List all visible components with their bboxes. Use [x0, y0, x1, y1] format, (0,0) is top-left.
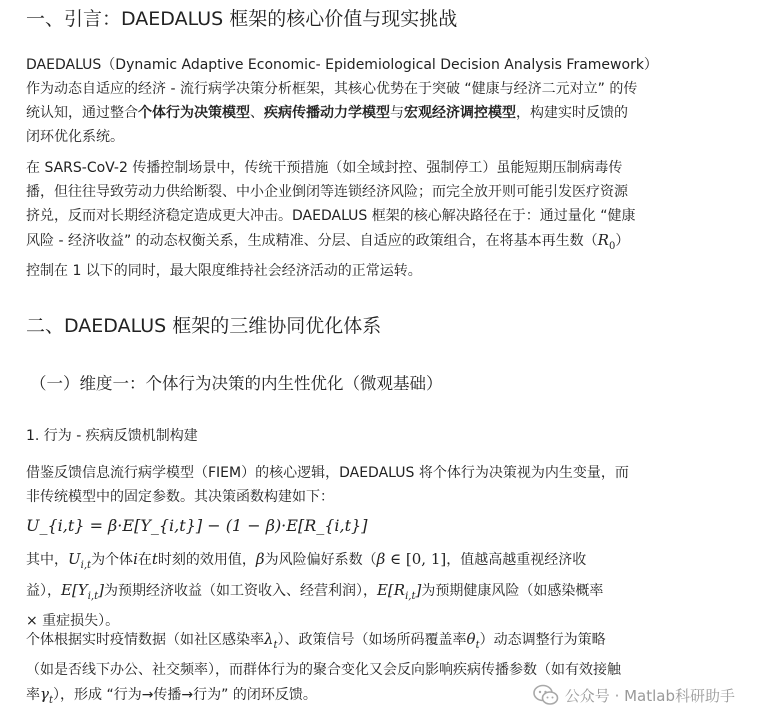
intro-paragraph-1	[26, 53, 718, 149]
watermark-text: 公众号 · Matlab科研助手	[564, 686, 735, 705]
wechat-icon	[533, 684, 559, 706]
fiem-paragraph	[26, 461, 718, 509]
utility-formula	[26, 513, 718, 539]
math-ey: $E[Y_{i,t}]$	[61, 581, 104, 602]
adjust-line3-post: ），形成 “行为→传播→行为” 的闭环反馈。	[53, 687, 317, 703]
math-er: $E[R_{i,t}]$	[376, 581, 422, 602]
intro-p2-line2: 播，但往往导致劳动力供给断裂、中小企业倒闭等连锁经济风险；而完全放开则可能引发医疗资源	[26, 184, 628, 200]
def-text-econ: 为预期经济收益（如工资收入、经营利润），	[103, 583, 377, 599]
def-text-prefix: 其中，	[26, 552, 68, 568]
intro-p2-line5: 控制在 1 以下的同时，最大限度维持社会经济活动的正常运转。	[26, 263, 422, 279]
r0-subscript: 0	[608, 241, 616, 252]
math-t: t	[151, 550, 158, 568]
bold-disease-model: 疾病传播动力学模型	[264, 105, 390, 121]
def-text-individual: 为个体	[91, 552, 134, 568]
intro-paragraph-2	[26, 156, 718, 283]
adjust-line1-mid: ）、政策信号（如场所码覆盖率	[277, 632, 467, 648]
def-text-at: 在	[137, 552, 152, 568]
r0-letter: R	[597, 231, 609, 249]
def-text-health: 为预期健康风险（如感染概率	[421, 583, 604, 599]
lambda-letter: λ	[264, 630, 274, 648]
bold-individual-model: 个体行为决策模型	[138, 105, 250, 121]
fiem-line2: 非传统模型中的固定参数。其决策函数构建如下：	[26, 489, 334, 505]
math-i: i	[133, 550, 138, 568]
intro-p1-line2: 作为动态自适应的经济 - 流行病学决策分析框架，其核心优势在于突破 “健康与经济二元对立” 的传	[26, 81, 638, 97]
item-heading-feedback-mechanism: 1. 行为 - 疾病反馈机制构建	[26, 428, 198, 444]
def-text-value: ，值越高越重视经济收	[446, 552, 587, 568]
intro-p1-line3-post: ，构建实时反馈的	[516, 105, 628, 121]
intro-p1-line1: DAEDALUS（Dynamic Adaptive Economic- Epidemiological Decision Analysis Framework）	[26, 57, 658, 73]
def-text-benefit: 益），	[26, 583, 61, 599]
def-text-moment: 时刻的效用值，	[157, 552, 256, 568]
intro-p2-line4-post: ）	[615, 233, 630, 249]
math-u-it: $U_{i,t}$	[68, 550, 92, 571]
intro-p2-line3: 挤兑，反而对长期经济稳定造成更大冲击。DAEDALUS 框架的核心解决路径在于：通过量化 “健康	[26, 208, 636, 224]
r0-symbol	[597, 231, 616, 252]
gamma-letter: γ	[40, 685, 49, 703]
section-heading-intro: 一、引言：DAEDALUS 框架的核心价值与现实挑战	[26, 8, 458, 30]
bold-macro-model: 宏观经济调控模型	[404, 105, 516, 121]
wechat-watermark	[533, 683, 735, 707]
variable-definition-paragraph	[26, 547, 726, 633]
section-heading-framework: 二、DAEDALUS 框架的三维协同优化体系	[26, 315, 382, 337]
adjust-line2: （如是否线下办公、社交频率），而群体行为的聚合变化又会反向影响疾病传播参数（如有效接触	[26, 662, 621, 678]
intro-p2-line1: 在 SARS-CoV-2 传播控制场景中，传统干预措施（如全域封控、强制停工）虽能短期压制病毒传	[26, 160, 623, 176]
utility-formula-text: U_{i,t} = β·E[Y_{i,t}] − (1 − β)·E[R_{i,t}]	[26, 516, 368, 535]
adjust-line3-pre: 率	[26, 687, 40, 703]
def-text-risk: 为风险偏好系数（	[264, 552, 377, 568]
math-beta-range: β ∈ [0, 1]	[376, 550, 447, 568]
math-beta: β	[255, 550, 265, 568]
theta-letter: θ	[466, 630, 476, 648]
fiem-line1: 借鉴反馈信息流行病学模型（FIEM）的核心逻辑，DAEDALUS 将个体行为决策视为内生变量，而	[26, 465, 629, 481]
intro-p1-line4: 闭环优化系统。	[26, 129, 124, 145]
math-theta: $\theta_t$	[466, 630, 480, 651]
sep-1: 、	[250, 105, 264, 121]
math-lambda: $\lambda_t$	[264, 630, 278, 651]
adjust-line1-post: ）动态调整行为策略	[479, 632, 606, 648]
intro-p2-line4-pre: 风险 - 经济收益” 的动态权衡关系，生成精准、分层、自适应的政策组合，在将基本再生数（	[26, 233, 598, 249]
def-text-severe: × 重症损失）。	[26, 613, 120, 629]
math-range: ∈ [0, 1]	[390, 550, 447, 568]
math-gamma: $\gamma_t$	[40, 685, 53, 706]
intro-p1-line3-pre: 统认知，通过整合	[26, 105, 138, 121]
adjust-line1-pre: 个体根据实时疫情数据（如社区感染率	[26, 632, 264, 648]
subsection-heading-dimension-1: （一）维度一：个体行为决策的内生性优化（微观基础）	[30, 374, 443, 393]
sep-2: 与	[390, 105, 404, 121]
